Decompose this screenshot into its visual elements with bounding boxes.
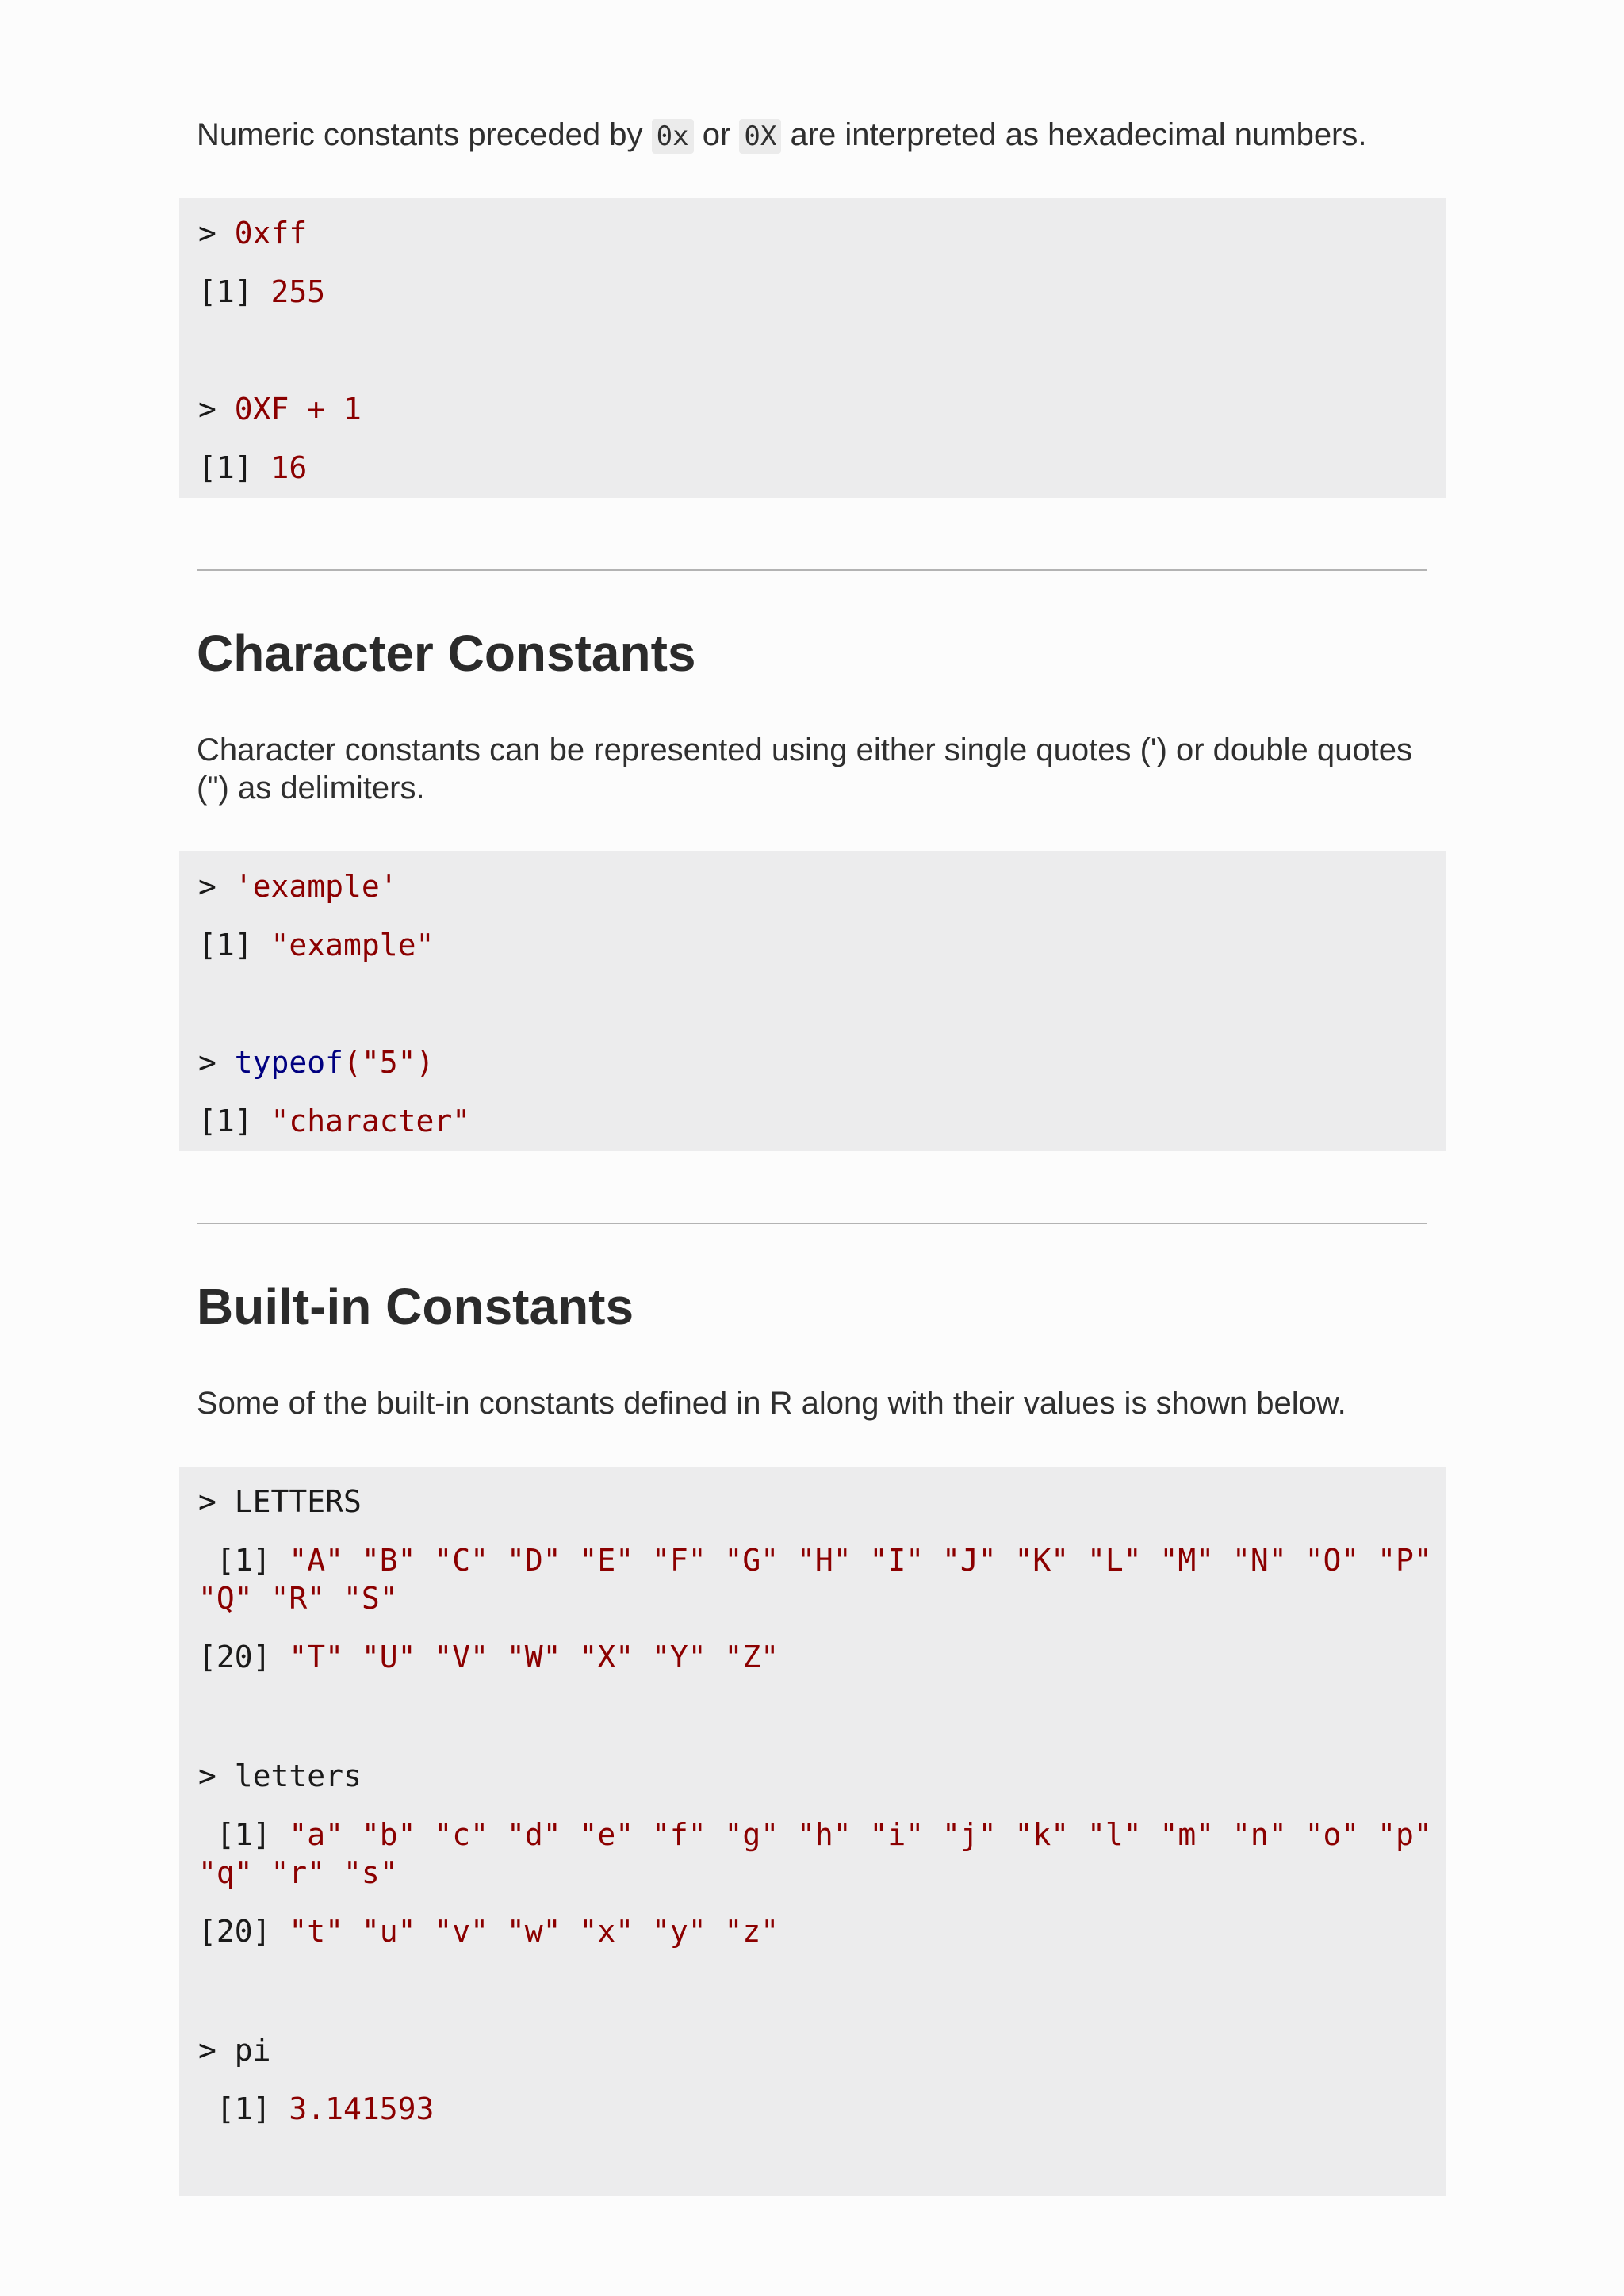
character-constants-heading: Character Constants: [197, 625, 696, 682]
builtin-intro-paragraph: Some of the built-in constants defined in R along with their values is shown below.: [197, 1386, 1346, 1421]
hex-intro-or: or: [693, 117, 740, 152]
section-divider: [197, 1223, 1427, 1224]
code-line: > pi: [198, 2033, 271, 2068]
code-line: > LETTERS: [198, 1484, 362, 1519]
code-output-line: [1] 16: [198, 450, 308, 485]
inline-code-0X: 0X: [739, 119, 781, 154]
character-intro-paragraph: Character constants can be represented using either single quotes (') or double quotes (") as delimiters.: [197, 733, 1413, 806]
code-output-line: [20] "t" "u" "v" "w" "x" "y" "z": [198, 1914, 779, 1949]
hex-intro-paragraph: [197, 116, 1434, 155]
inline-code-0x: 0x: [652, 119, 694, 154]
code-output-line: [1] "a" "b" "c" "d" "e" "f" "g" "h" "i" "j" "k" "l" "m" "n" "o" "p" "q" "r" "s": [198, 1817, 1450, 1890]
code-output-line: [1] "example": [198, 928, 435, 962]
code-line: > letters: [198, 1758, 362, 1793]
section-divider: [197, 569, 1427, 571]
code-output-line: [20] "T" "U" "V" "W" "X" "Y" "Z": [198, 1640, 779, 1674]
code-output-line: [1] 3.141593: [198, 2091, 435, 2126]
code-line: > typeof("5"): [198, 1045, 435, 1080]
builtin-constants-heading: Built-in Constants: [197, 1278, 634, 1335]
character-code-block: [179, 851, 1446, 1151]
code-output-line: [1] 255: [198, 274, 326, 309]
hex-intro-end: are interpreted as hexadecimal numbers.: [781, 117, 1367, 152]
code-line: > 0XF + 1: [198, 392, 362, 427]
hex-code-block: [179, 198, 1446, 498]
builtin-code-block: [179, 1467, 1450, 2196]
code-output-line: [1] "character": [198, 1104, 471, 1138]
code-line: > 'example': [198, 869, 398, 904]
hex-intro-text: Numeric constants preceded by: [197, 117, 652, 152]
code-output-line: [1] "A" "B" "C" "D" "E" "F" "G" "H" "I" "J" "K" "L" "M" "N" "O" "P" "Q" "R" "S": [198, 1543, 1450, 1616]
code-line: > 0xff: [198, 216, 308, 251]
